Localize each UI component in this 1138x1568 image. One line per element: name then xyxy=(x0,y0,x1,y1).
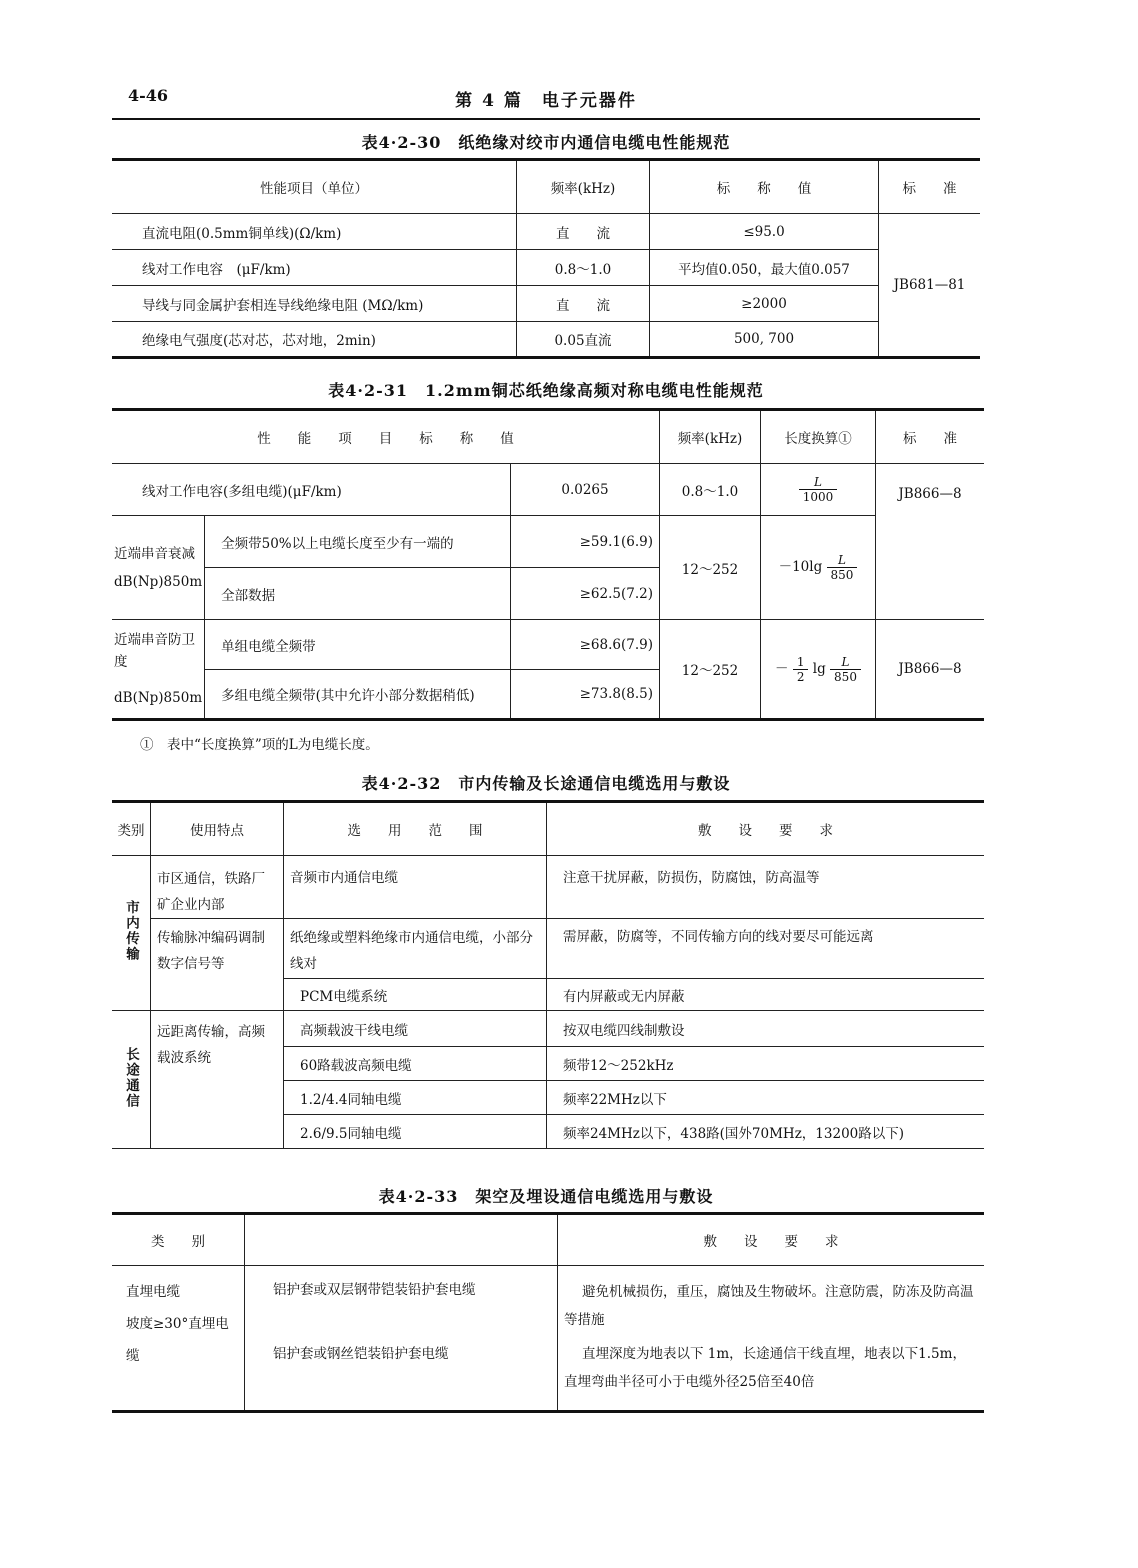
table-31-near-length xyxy=(761,516,876,620)
table-cell: 需屏蔽，防腐等，不同传输方向的线对要尽可能远离 xyxy=(547,919,985,979)
table-row xyxy=(112,286,980,322)
table-cell: 1.2/4.4同轴电缆 xyxy=(284,1081,547,1115)
table-cell: ≥2000 xyxy=(650,286,879,322)
table-row xyxy=(112,1011,984,1047)
table-32-header-usage: 使用特点 xyxy=(151,802,284,856)
table-31-prot-row1-value: ≥68.6(7.9) xyxy=(511,620,660,670)
table-30-header-nominal: 标 称 值 xyxy=(650,160,879,214)
table-row xyxy=(112,516,984,568)
length-prefix: － xyxy=(775,660,789,677)
table-row xyxy=(112,1266,984,1412)
length-prefix: －10lg xyxy=(778,559,823,575)
section-title: 第 4 篇 电子元器件 xyxy=(455,91,637,111)
table-33-req2: 直埋深度为地表以下 1m，长途通信干线直埋，地表以下1.5m，直埋弯曲半径可小于电缆外径25倍至40倍 xyxy=(564,1346,966,1390)
table-32-cat1-usage2: 传输脉冲编码调制数字信号等 xyxy=(151,919,284,1011)
table-row xyxy=(112,214,980,250)
table-33-title: 表4·2-33 架空及埋设通信电缆选用与敷设 xyxy=(378,1187,714,1206)
table-cell: 0.8～1.0 xyxy=(517,250,650,286)
fraction-numerator: L xyxy=(799,475,838,490)
table-cell: 有内屏蔽或无内屏蔽 xyxy=(547,979,985,1011)
table-31-near-row2: 全部数据 xyxy=(205,568,511,620)
table-33-category xyxy=(112,1266,245,1412)
table-33-header-requirements: 敷 设 要 求 xyxy=(558,1214,985,1266)
fraction-numerator: L xyxy=(827,553,858,568)
fraction xyxy=(827,553,858,582)
fraction xyxy=(793,655,809,684)
table-cell: 频率22MHz以下 xyxy=(547,1081,985,1115)
table-31-prot-row2-value: ≥73.8(8.5) xyxy=(511,670,660,720)
table-32-category-2-label: 长途通信 xyxy=(123,1046,139,1109)
table-31 xyxy=(112,408,984,721)
table-31-prot-label-line2: dB(Np)850m xyxy=(114,690,203,706)
table-cell: 60路载波高频电缆 xyxy=(284,1047,547,1081)
table-31-title: 表4·2-31 1.2mm铜芯纸绝缘高频对称电缆电性能规范 xyxy=(328,381,764,400)
table-31-prot-row1: 单组电缆全频带 xyxy=(205,620,511,670)
table-32-header-category: 类别 xyxy=(112,802,151,856)
table-33-cables xyxy=(245,1266,558,1412)
table-31-near-label-line1: 近端串音衰减 xyxy=(114,545,195,562)
table-33-header-blank xyxy=(245,1214,558,1266)
table-cell: 高频载波干线电缆 xyxy=(284,1011,547,1047)
table-cell: 500, 700 xyxy=(650,322,879,358)
table-32 xyxy=(112,800,984,1149)
table-33 xyxy=(112,1212,984,1413)
table-32-title: 表4·2-32 市内传输及长途通信电缆选用与敷设 xyxy=(361,774,731,793)
table-30-title: 表4·2-30 纸绝缘对绞市内通信电缆电性能规范 xyxy=(361,133,731,152)
table-cell: 直 流 xyxy=(517,286,650,322)
fraction-denominator: 850 xyxy=(830,568,854,582)
table-cell: 绝缘电气强度(芯对芯，芯对地，2min) xyxy=(112,322,517,358)
table-31-near-row1-value: ≥59.1(6.9) xyxy=(511,516,660,568)
table-30-header-item: 性能项目（单位） xyxy=(112,160,517,214)
table-30-header-freq: 频率(kHz) xyxy=(517,160,650,214)
table-31-prot-standard: JB866—8 xyxy=(876,620,985,720)
table-30-standard: JB681—81 xyxy=(879,214,981,358)
table-row xyxy=(112,919,984,979)
table-cell: 2.6/9.5同轴电缆 xyxy=(284,1115,547,1149)
table-row xyxy=(112,620,984,670)
table-cell: 直流电阻(0.5mm铜单线)(Ω/km) xyxy=(112,214,517,250)
table-31-prot-label xyxy=(112,620,205,720)
table-cell: 直 流 xyxy=(517,214,650,250)
table-row xyxy=(112,856,984,919)
table-row xyxy=(112,464,984,516)
table-31-prot-label-line1: 近端串音防卫度 xyxy=(114,632,195,670)
fraction xyxy=(799,475,838,504)
table-31-near-row2-value: ≥62.5(7.2) xyxy=(511,568,660,620)
table-32-category-2 xyxy=(112,1011,151,1149)
table-row xyxy=(112,250,980,286)
table-cell: 平均值0.050，最大值0.057 xyxy=(650,250,879,286)
table-33-header-category: 类 别 xyxy=(112,1214,245,1266)
page-header xyxy=(112,86,980,116)
table-cell: 频率24MHz以下，438路(国外70MHz，13200路以下) xyxy=(547,1115,985,1149)
table-row xyxy=(112,322,980,358)
page-number: 4-46 xyxy=(128,86,169,105)
table-33-category-line1: 直埋电缆 xyxy=(126,1284,180,1300)
table-cell: 按双电缆四线制敷设 xyxy=(547,1011,985,1047)
table-31-cap-value: 0.0265 xyxy=(511,464,660,516)
header-rule xyxy=(112,118,980,120)
fraction xyxy=(830,655,861,684)
table-cell: 注意干扰屏蔽，防损伤，防腐蚀，防高温等 xyxy=(547,856,985,919)
table-31-near-freq: 12～252 xyxy=(660,516,761,620)
fraction-numerator: L xyxy=(830,655,861,670)
fraction-denominator: 2 xyxy=(796,669,805,684)
table-31-header-item: 性 能 项 目 标 称 值 xyxy=(112,410,660,464)
table-31-header-freq: 频率(kHz) xyxy=(660,410,761,464)
table-30-header-standard: 标 准 xyxy=(879,160,981,214)
table-cell: 0.05直流 xyxy=(517,322,650,358)
table-cell: 线对工作电容 (μF/km) xyxy=(112,250,517,286)
table-31-near-standard: JB866—8 xyxy=(876,464,985,620)
table-32-cat1-usage1: 市区通信，铁路厂矿企业内部 xyxy=(151,856,284,919)
table-33-cable1: 铝护套或双层钢带铠装铅护套电缆 xyxy=(273,1282,476,1298)
table-31-footnote: ① 表中“长度换算”项的L为电缆长度。 xyxy=(140,737,379,753)
table-cell: PCM电缆系统 xyxy=(284,979,547,1011)
table-32-cat2-usage: 远距离传输，高频载波系统 xyxy=(151,1011,284,1149)
table-32-category-1 xyxy=(112,856,151,1011)
table-33-req1: 避免机械损伤，重压，腐蚀及生物破坏。注意防震，防冻及防高温等措施 xyxy=(564,1284,974,1328)
table-32-header-scope: 选 用 范 围 xyxy=(284,802,547,856)
table-33-requirements xyxy=(558,1266,985,1412)
table-cell: 导线与同金属护套相连导线绝缘电阻 (MΩ/km) xyxy=(112,286,517,322)
table-31-prot-freq: 12～252 xyxy=(660,620,761,720)
table-31-prot-length xyxy=(761,620,876,720)
table-cell: ≤95.0 xyxy=(650,214,879,250)
table-33-category-line2: 坡度≥30°直埋电缆 xyxy=(126,1316,229,1364)
table-31-header-length: 长度换算① xyxy=(761,410,876,464)
table-cell: 纸绝缘或塑料绝缘市内通信电缆，小部分线对 xyxy=(284,919,547,979)
length-log: lg xyxy=(812,660,826,677)
table-31-cap-length xyxy=(761,464,876,516)
table-31-near-label xyxy=(112,516,205,620)
table-cell: 音频市内通信电缆 xyxy=(284,856,547,919)
table-31-cap-freq: 0.8～1.0 xyxy=(660,464,761,516)
table-31-header-standard: 标 准 xyxy=(876,410,985,464)
table-31-near-label-line2: dB(Np)850m xyxy=(114,573,203,590)
fraction-denominator: 850 xyxy=(834,669,857,684)
table-32-header-requirements: 敷 设 要 求 xyxy=(547,802,985,856)
table-31-prot-row2: 多组电缆全频带(其中允许小部分数据稍低) xyxy=(205,670,511,720)
table-30 xyxy=(112,158,980,359)
fraction-numerator: 1 xyxy=(793,655,809,670)
table-33-cable2: 铝护套或钢丝铠装铅护套电缆 xyxy=(273,1346,449,1362)
table-31-cap-label: 线对工作电容(多组电缆)(μF/km) xyxy=(112,464,511,516)
table-cell: 频带12～252kHz xyxy=(547,1047,985,1081)
table-32-category-1-label: 市内传输 xyxy=(123,900,139,962)
fraction-denominator: 1000 xyxy=(802,490,834,504)
table-31-near-row1: 全频带50%以上电缆长度至少有一端的 xyxy=(205,516,511,568)
